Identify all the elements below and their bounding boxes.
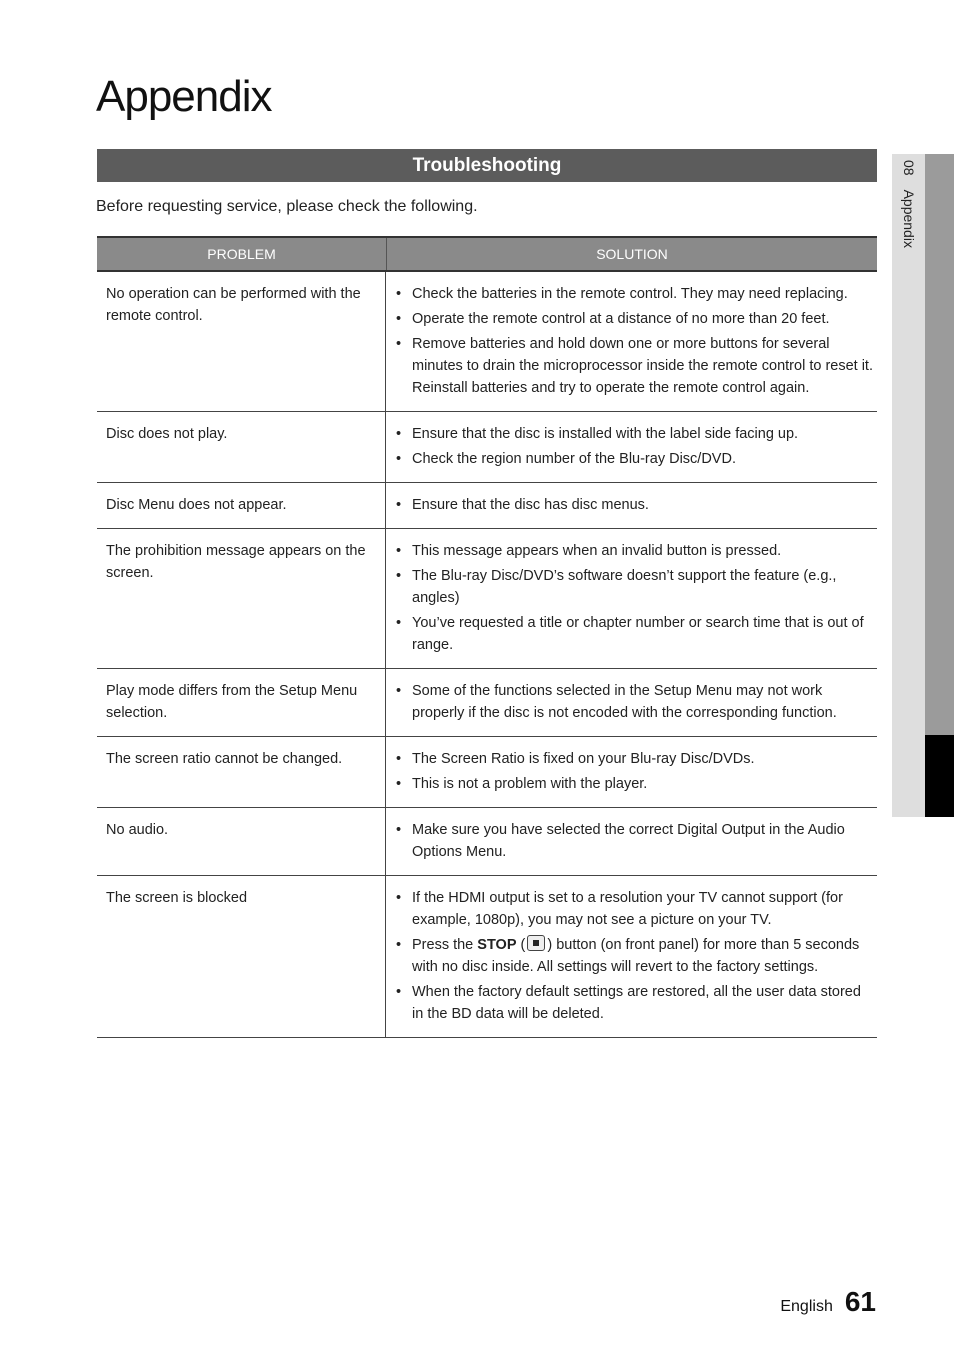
page-number: 61 <box>844 1286 876 1317</box>
solution-cell <box>386 529 877 668</box>
solution-item: • You’ve requested a title or chapter number or search time that is out of range. <box>396 612 875 656</box>
problem-cell: Play mode differs from the Setup Menu selection. <box>97 669 386 736</box>
stop-button-icon <box>527 935 545 951</box>
stop-suffix: ) button (on front panel) for more than 5 seconds with no disc inside. All settings will revert to the factory settings. <box>412 937 860 975</box>
problem-cell: No audio. <box>97 808 386 875</box>
solution-item: • Make sure you have selected the correct Digital Output in the Audio Options Menu. <box>396 819 875 863</box>
side-tab-text: Appendix <box>901 189 917 248</box>
stop-prefix: Press the <box>412 937 474 953</box>
stop-open-paren: ( <box>520 937 526 953</box>
solution-item: • This message appears when an invalid button is pressed. <box>396 540 875 562</box>
table-row <box>97 669 877 737</box>
problem-cell: The screen ratio cannot be changed. <box>97 737 386 807</box>
table-row <box>97 808 877 876</box>
table-row <box>97 737 877 808</box>
problem-cell: Disc Menu does not appear. <box>97 483 386 528</box>
header-problem: PROBLEM <box>97 238 387 270</box>
table-row <box>97 529 877 669</box>
solution-item: • If the HDMI output is set to a resolution your TV cannot support (for example, 1080p), you may not see a picture on your TV. <box>396 887 875 931</box>
header-solution: SOLUTION <box>596 246 668 262</box>
table-row <box>97 412 877 483</box>
problem-cell: No operation can be performed with the remote control. <box>97 272 386 411</box>
section-header <box>97 149 877 182</box>
solution-item: • Operate the remote control at a distance of no more than 20 feet. <box>396 308 875 330</box>
side-tab-number: 08 <box>901 160 917 176</box>
problem-cell: The prohibition message appears on the screen. <box>97 529 386 668</box>
side-tab-label <box>901 160 917 248</box>
solution-item: • Ensure that the disc is installed with the label side facing up. <box>396 423 875 445</box>
table-row <box>97 876 877 1038</box>
solution-item: • The Screen Ratio is fixed on your Blu-ray Disc/DVDs. <box>396 748 875 770</box>
solution-item-stop <box>396 934 875 978</box>
solution-cell <box>386 808 877 875</box>
problem-cell: The screen is blocked <box>97 876 386 1037</box>
solution-item: • Some of the functions selected in the Setup Menu may not work properly if the disc is not encoded with the corresponding function. <box>396 680 875 724</box>
stop-keyword: STOP <box>477 937 517 953</box>
solution-cell <box>386 483 877 528</box>
section-title: Troubleshooting <box>412 154 562 176</box>
solution-cell <box>386 876 877 1037</box>
solution-item: • When the factory default settings are restored, all the user data stored in the BD data will be deleted. <box>396 981 875 1025</box>
solution-cell <box>386 669 877 736</box>
solution-item: • Ensure that the disc has disc menus. <box>396 494 875 516</box>
troubleshooting-table <box>97 236 877 1038</box>
solution-item: • Check the batteries in the remote control. They may need replacing. <box>396 283 875 305</box>
intro-text: Before requesting service, please check the following. <box>96 198 478 215</box>
solution-item: • Remove batteries and hold down one or more buttons for several minutes to drain the microprocessor inside the remote control to reset it. Reinstall batteries and try to operate the remote control again. <box>396 333 875 399</box>
side-tab-marker <box>925 735 954 817</box>
solution-item: • Check the region number of the Blu-ray Disc/DVD. <box>396 448 875 470</box>
table-row <box>97 272 877 412</box>
side-tab-bar <box>925 154 954 735</box>
footer-language: English <box>780 1298 833 1315</box>
solution-item: • This is not a problem with the player. <box>396 773 875 795</box>
table-row <box>97 483 877 529</box>
solution-cell <box>386 272 877 411</box>
solution-cell <box>386 412 877 482</box>
table-header <box>97 236 877 272</box>
page-footer <box>780 1286 876 1318</box>
problem-cell: Disc does not play. <box>97 412 386 482</box>
page-title: Appendix <box>96 72 272 121</box>
solution-item: • The Blu-ray Disc/DVD’s software doesn’t support the feature (e.g., angles) <box>396 565 875 609</box>
solution-cell <box>386 737 877 807</box>
